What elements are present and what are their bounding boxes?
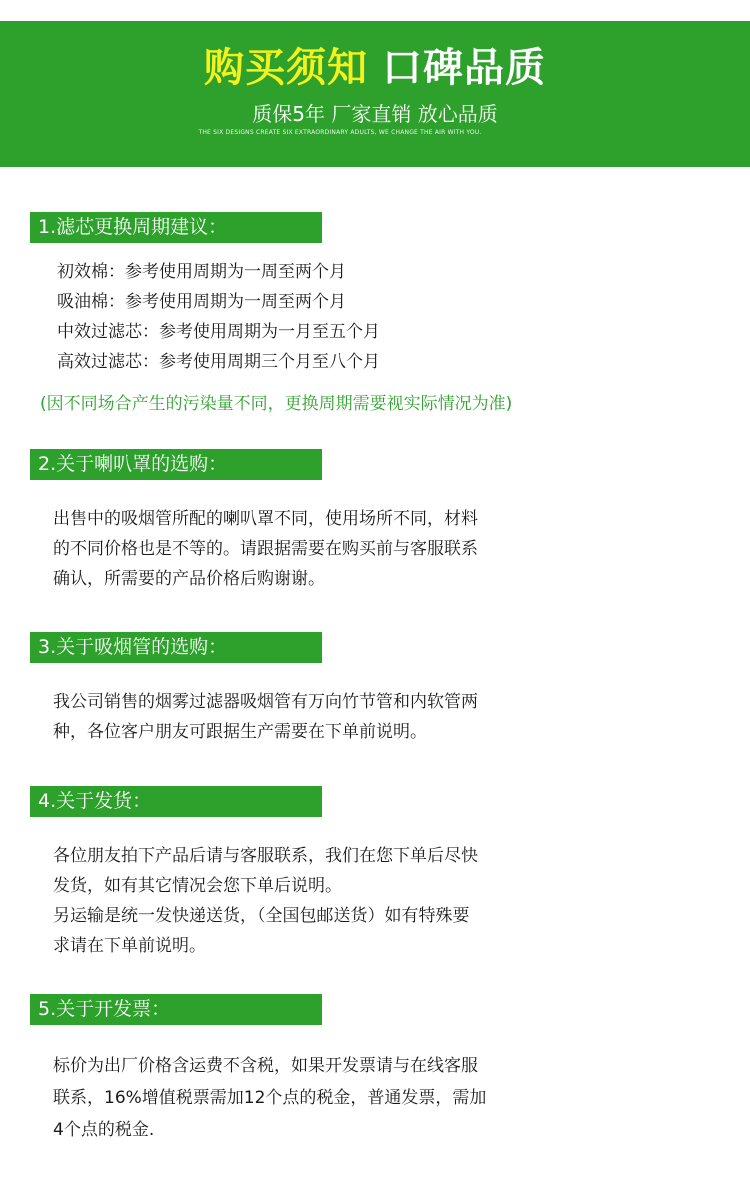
section-line: 联系，16%增值税票需加12个点的税金，普通发票，需加	[53, 1088, 487, 1108]
section-line: 我公司销售的烟雾过滤器吸烟管有万向竹节管和内软管两	[53, 692, 478, 712]
section-line: 高效过滤芯：参考使用周期三个月至八个月	[57, 352, 380, 372]
section-heading-shipping: 4.关于发货：	[30, 786, 322, 817]
section-heading-pipe: 3.关于吸烟管的选购：	[30, 632, 322, 663]
section-line: 出售中的吸烟管所配的喇叭罩不同，使用场所不同，材料	[53, 509, 478, 529]
banner-subtitle: 质保5年 厂家直销 放心品质	[252, 102, 498, 126]
section-line: 各位朋友拍下产品后请与客服联系，我们在您下单后尽快	[53, 846, 478, 866]
section-heading-hood: 2.关于喇叭罩的选购：	[30, 449, 322, 480]
section-line: 确认，所需要的产品价格后购谢谢。	[53, 569, 325, 589]
banner-title-white: 口碑品质	[382, 45, 546, 91]
section-line: 的不同价格也是不等的。请跟据需要在购买前与客服联系	[53, 539, 478, 559]
section-line: 求请在下单前说明。	[53, 936, 206, 956]
section-line: 另运输是统一发快递送货，（全国包邮送货）如有特殊要	[53, 906, 470, 926]
section-line: 吸油棉：参考使用周期为一周至两个月	[57, 292, 346, 312]
section-note: (因不同场合产生的污染量不同，更换周期需要视实际情况为准)	[40, 394, 513, 414]
section-heading-filter-cycle: 1.滤芯更换周期建议：	[30, 212, 322, 243]
section-line: 中效过滤芯：参考使用周期为一月至五个月	[57, 322, 380, 342]
section-line: 4个点的税金.	[53, 1120, 155, 1140]
section-line: 发货，如有其它情况会您下单后说明。	[53, 876, 342, 896]
section-heading-invoice: 5.关于开发票：	[30, 994, 322, 1025]
banner-title	[0, 43, 750, 93]
section-line: 初效棉：参考使用周期为一周至两个月	[57, 262, 346, 282]
banner-english-tagline: THE SIX DESIGNS CREATE SIX EXTRAORDINARY ADULTS, WE CHANGE THE AIR WITH YOU.	[198, 129, 482, 136]
section-line: 种，各位客户朋友可跟据生产需要在下单前说明。	[53, 722, 427, 742]
section-line: 标价为出厂价格含运费不含税，如果开发票请与在线客服	[53, 1056, 478, 1076]
banner-title-yellow: 购买须知	[204, 45, 368, 91]
header-banner	[0, 21, 750, 167]
